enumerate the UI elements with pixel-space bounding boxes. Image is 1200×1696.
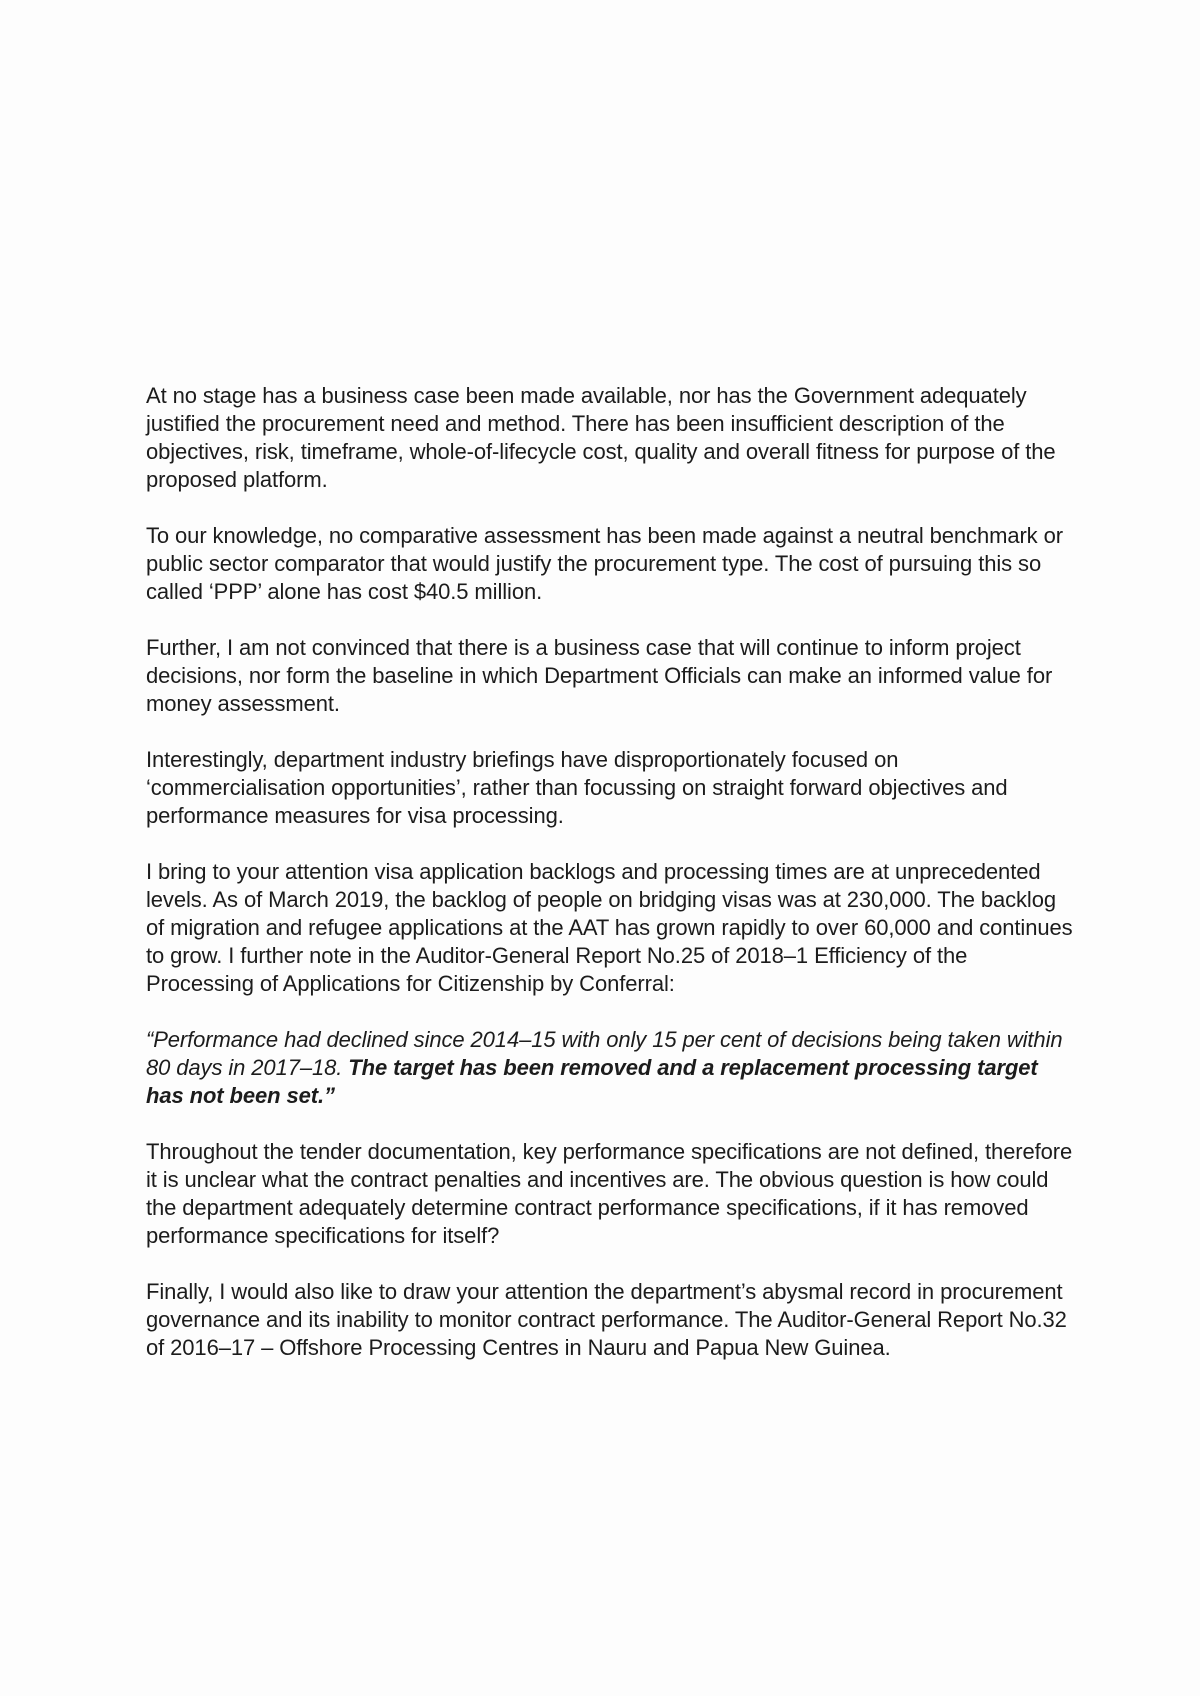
auditor-general-quote (146, 1026, 1076, 1110)
quote-emphasis: The target has been removed and a replacement processing target has not been set.” (146, 1055, 1038, 1108)
paragraph-business-case: At no stage has a business case been made available, nor has the Government adequately justified the procurement need and method. There has been insufficient description of the objectives, risk, timeframe, whole-of-lifecycle cost, quality and overall fitness for purpose of the proposed platform. (146, 383, 1056, 492)
paragraph-tender-documentation: Throughout the tender documentation, key performance specifications are not defined, therefore it is unclear what the contract penalties and incentives are. The obvious question is how could the department adequately determine contract performance specifications, if it has removed performance specifications for itself? (146, 1139, 1073, 1248)
paragraph-procurement-governance: Finally, I would also like to draw your attention the department’s abysmal record in procurement governance and its inability to monitor contract performance. The Auditor-General Report No.32 of 2016–17 – Offshore Processing Centres in Nauru and Papua New Guinea. (146, 1279, 1067, 1360)
quote-text: “Performance had declined since 2014–15 with only 15 per cent of decisions being taken within 80 days in 2017–18. (146, 1027, 1063, 1080)
letter-body (146, 382, 1076, 1390)
paragraph-visa-backlogs: I bring to your attention visa application backlogs and processing times are at unprecedented levels. As of March 2019, the backlog of people on bridging visas was at 230,000. The backlog of migration and refugee applications at the AAT has grown rapidly to over 60,000 and continues to grow. I further note in the Auditor-General Report No.25 of 2018–1 Efficiency of the Processing of Applications for Citizenship by Conferral: (146, 859, 1073, 996)
paragraph-industry-briefings: Interestingly, department industry briefings have disproportionately focused on ‘commercialisation opportunities’, rather than focussing on straight forward objectives and performance measures for visa processing. (146, 747, 1008, 828)
paragraph-business-case-baseline: Further, I am not convinced that there is a business case that will continue to inform project decisions, nor form the baseline in which Department Officials can make an informed value for money assessment. (146, 635, 1053, 716)
paragraph-comparative-assessment: To our knowledge, no comparative assessment has been made against a neutral benchmark or public sector comparator that would justify the procurement type. The cost of pursuing this so called ‘PPP’ alone has cost $40.5 million. (146, 523, 1063, 604)
